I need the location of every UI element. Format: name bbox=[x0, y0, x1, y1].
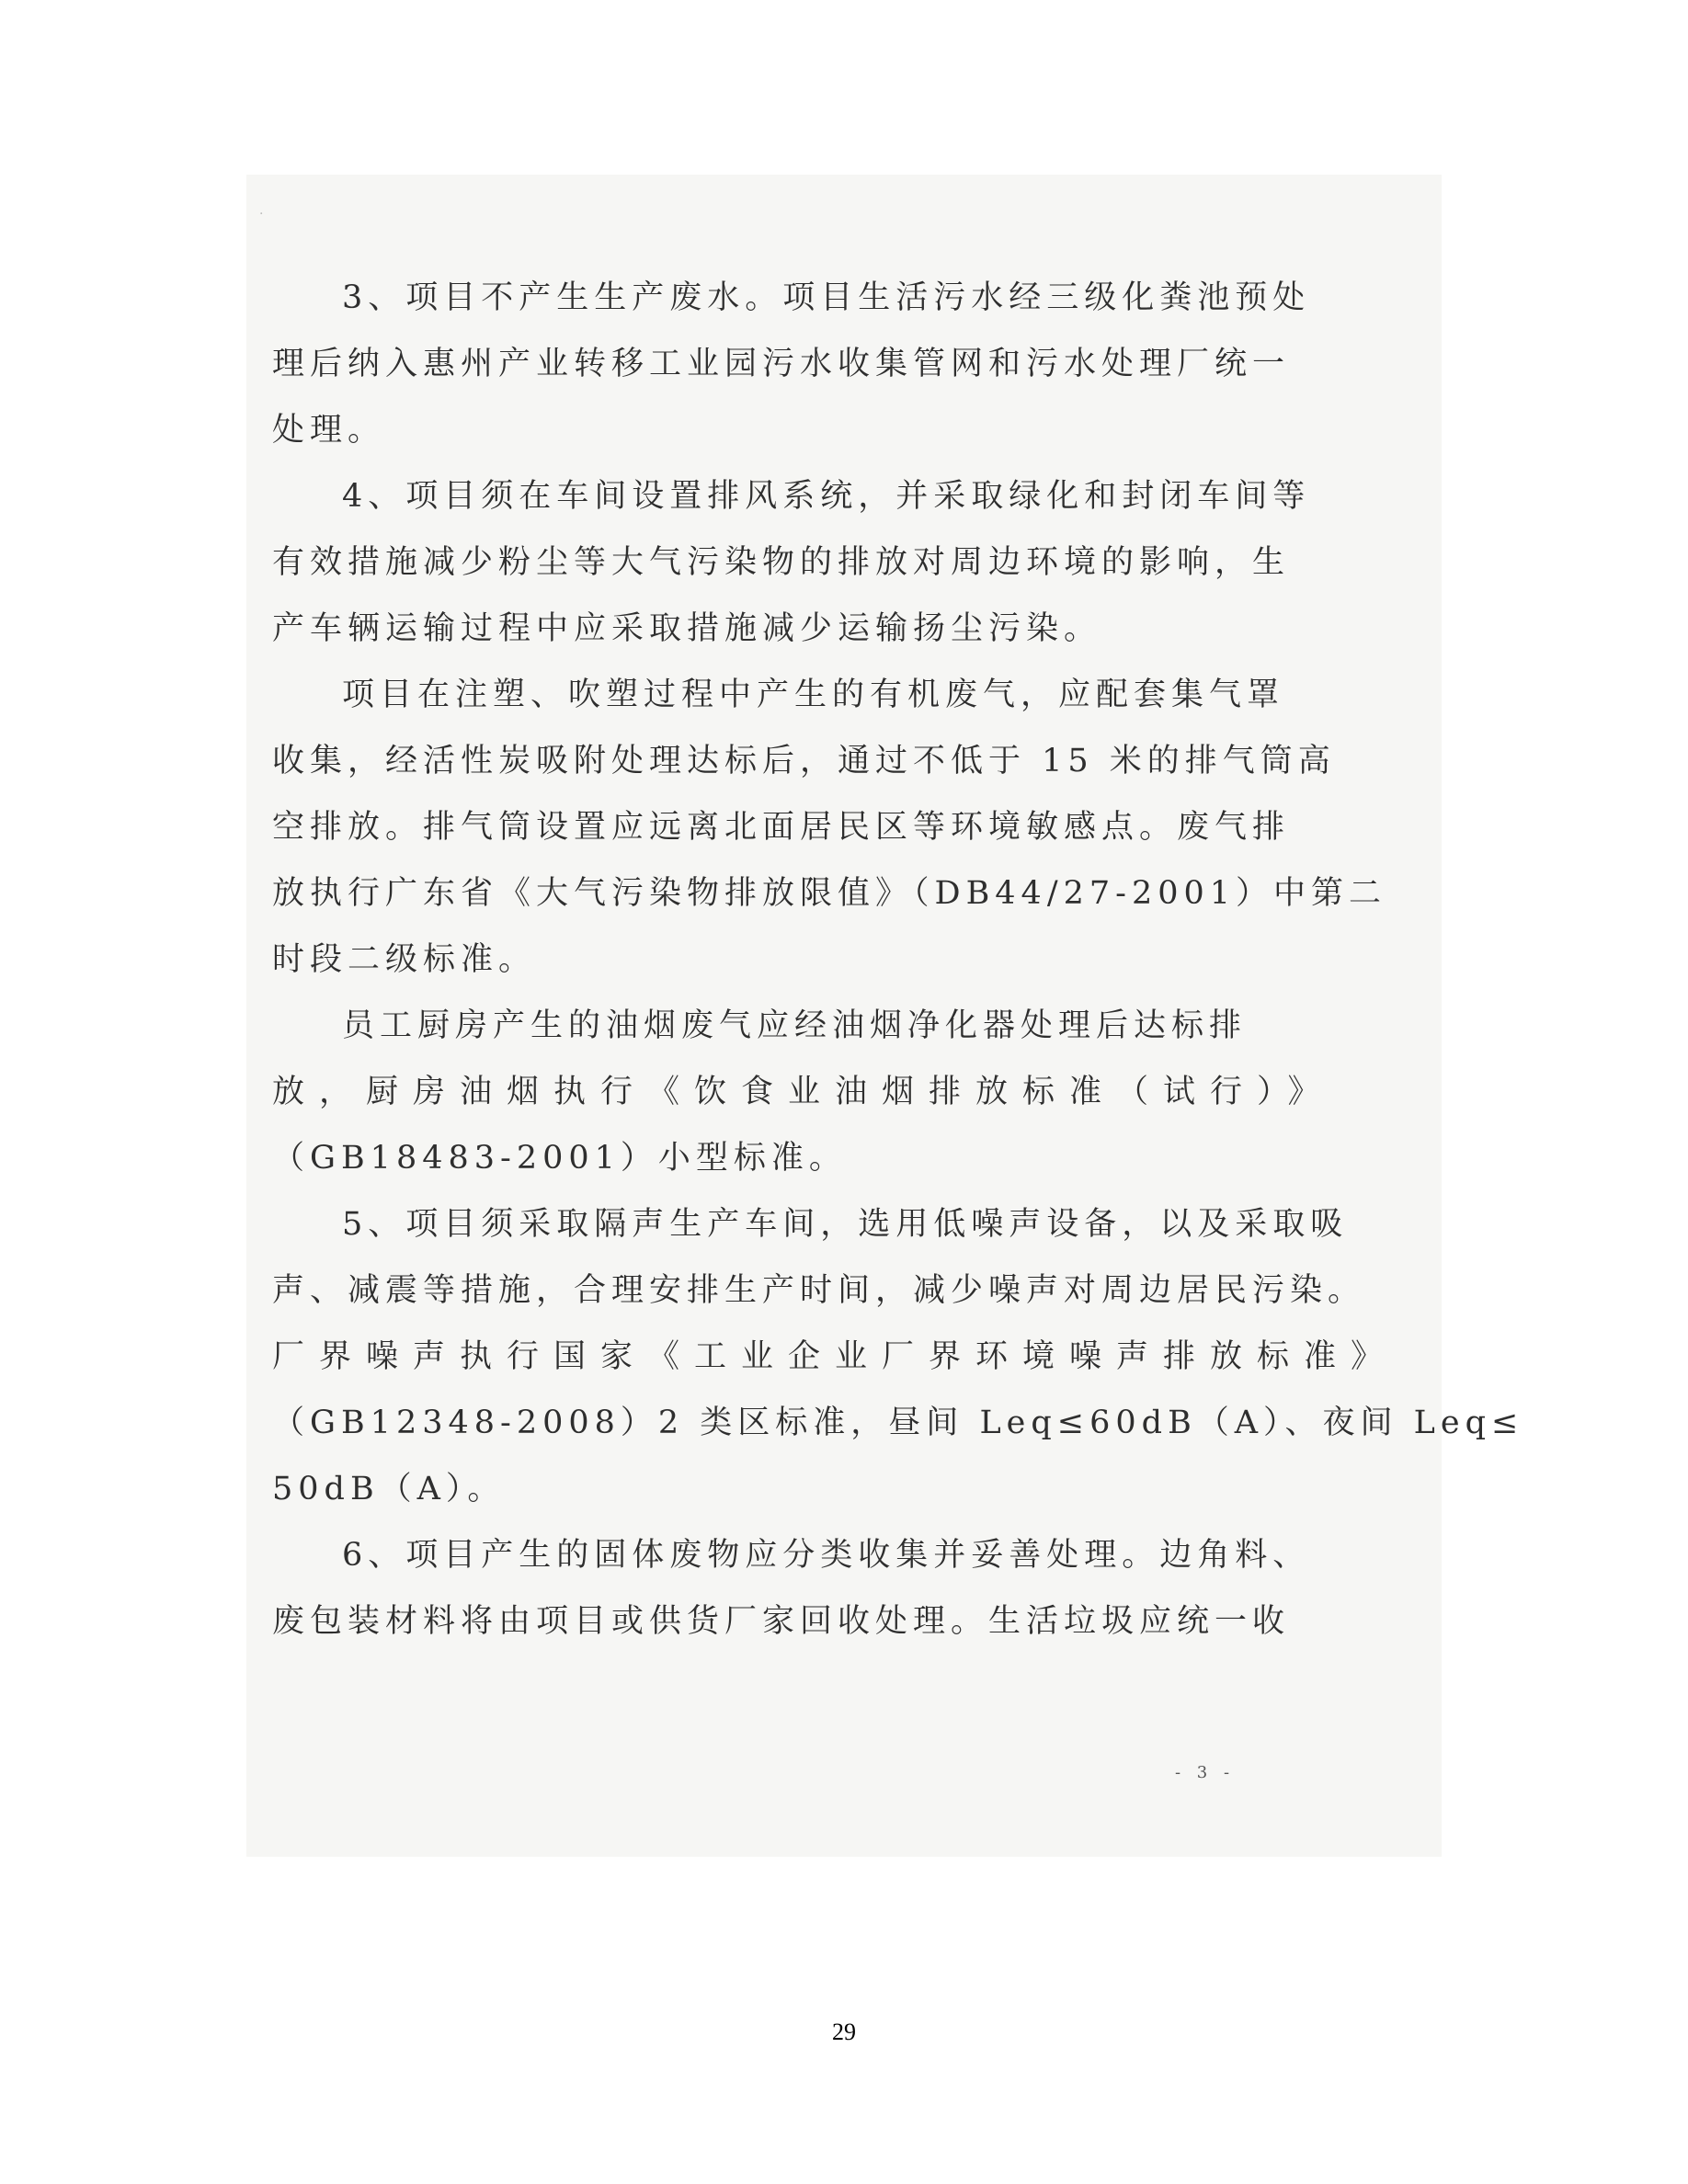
text-line: 时段二级标准。 bbox=[272, 941, 537, 978]
text-line: 6、项目产生的固体废物应分类收集并妥善处理。边角料、 bbox=[342, 1537, 1311, 1574]
text-line: （GB18483-2001）小型标准。 bbox=[272, 1140, 847, 1177]
text-line: 空排放。排气筒设置应远离北面居民区等环境敏感点。废气排 bbox=[272, 809, 1291, 846]
text-line: 放，厨房油烟执行《饮食业油烟排放标准（试行）》 bbox=[272, 1074, 1335, 1110]
text-line: 员工厨房产生的油烟废气应经油烟净化器处理后达标排 bbox=[342, 1007, 1248, 1044]
text-line: 处理。 bbox=[272, 412, 386, 449]
text-line: 厂界噪声执行国家《工业企业厂界环境噪声排放标准》 bbox=[272, 1338, 1398, 1375]
text-line: 项目在注塑、吹塑过程中产生的有机废气，应配套集气罩 bbox=[342, 677, 1285, 713]
text-line: 4、项目须在车间设置排风系统，并采取绿化和封闭车间等 bbox=[342, 478, 1311, 515]
document-body bbox=[272, 265, 1524, 1655]
text-line: （GB12348-2008）2 类区标准，昼间 Leq≤60dB（A）、夜间 Leq≤ bbox=[272, 1405, 1524, 1441]
text-line: 放执行广东省《大气污染物排放限值》（DB44/27-2001）中第二 bbox=[272, 875, 1387, 912]
text-line: 声、减震等措施，合理安排生产时间，减少噪声对周边居民污染。 bbox=[272, 1272, 1366, 1309]
pdf-page-number: 29 bbox=[832, 2019, 856, 2045]
scan-speck: · bbox=[259, 207, 264, 222]
text-line: 5、项目须采取隔声生产车间，选用低噪声设备，以及采取吸 bbox=[342, 1206, 1349, 1243]
text-line: 产车辆运输过程中应采取措施减少运输扬尘污染。 bbox=[272, 610, 1102, 647]
text-line: 理后纳入惠州产业转移工业园污水收集管网和污水处理厂统一 bbox=[272, 346, 1291, 382]
text-line: 50dB（A）。 bbox=[272, 1471, 506, 1507]
text-line: 有效措施减少粉尘等大气污染物的排放对周边环境的影响，生 bbox=[272, 544, 1291, 581]
text-line: 废包装材料将由项目或供货厂家回收处理。生活垃圾应统一收 bbox=[272, 1603, 1291, 1640]
text-line: 收集，经活性炭吸附处理达标后，通过不低于 15 米的排气筒高 bbox=[272, 743, 1336, 779]
document-page-number: - 3 - bbox=[1175, 1763, 1236, 1782]
text-line: 3、项目不产生生产废水。项目生活污水经三级化粪池预处 bbox=[342, 279, 1311, 316]
